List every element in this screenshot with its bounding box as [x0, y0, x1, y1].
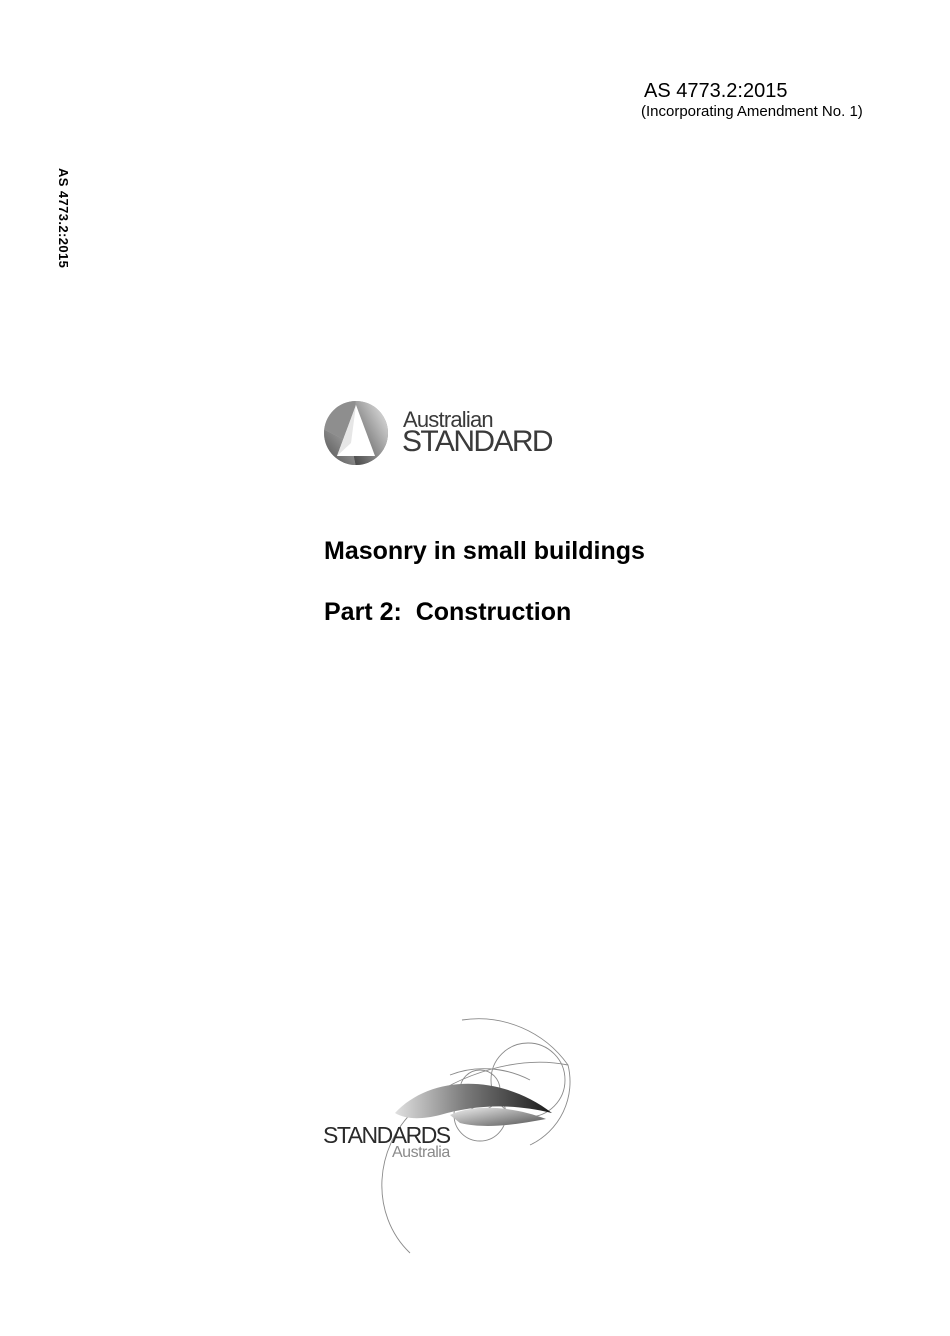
logo-word-standards: STANDARDS — [323, 1122, 450, 1148]
document-part-title: Part 2: Construction — [324, 598, 572, 626]
document-title: Masonry in small buildings — [324, 537, 645, 565]
australian-standard-logo — [323, 399, 568, 467]
amendment-note: (Incorporating Amendment No. 1) — [641, 103, 863, 120]
logo-word-australia: Australia — [392, 1144, 450, 1161]
logo-word-australian: Australian — [403, 407, 493, 432]
standards-australia-logo — [300, 995, 590, 1260]
logo-word-standard: STANDARD — [402, 425, 552, 458]
australian-standard-emblem-icon — [323, 399, 389, 467]
spine-document-number: AS 4773.2:2015 — [56, 168, 71, 269]
document-number: AS 4773.2:2015 — [644, 80, 788, 102]
